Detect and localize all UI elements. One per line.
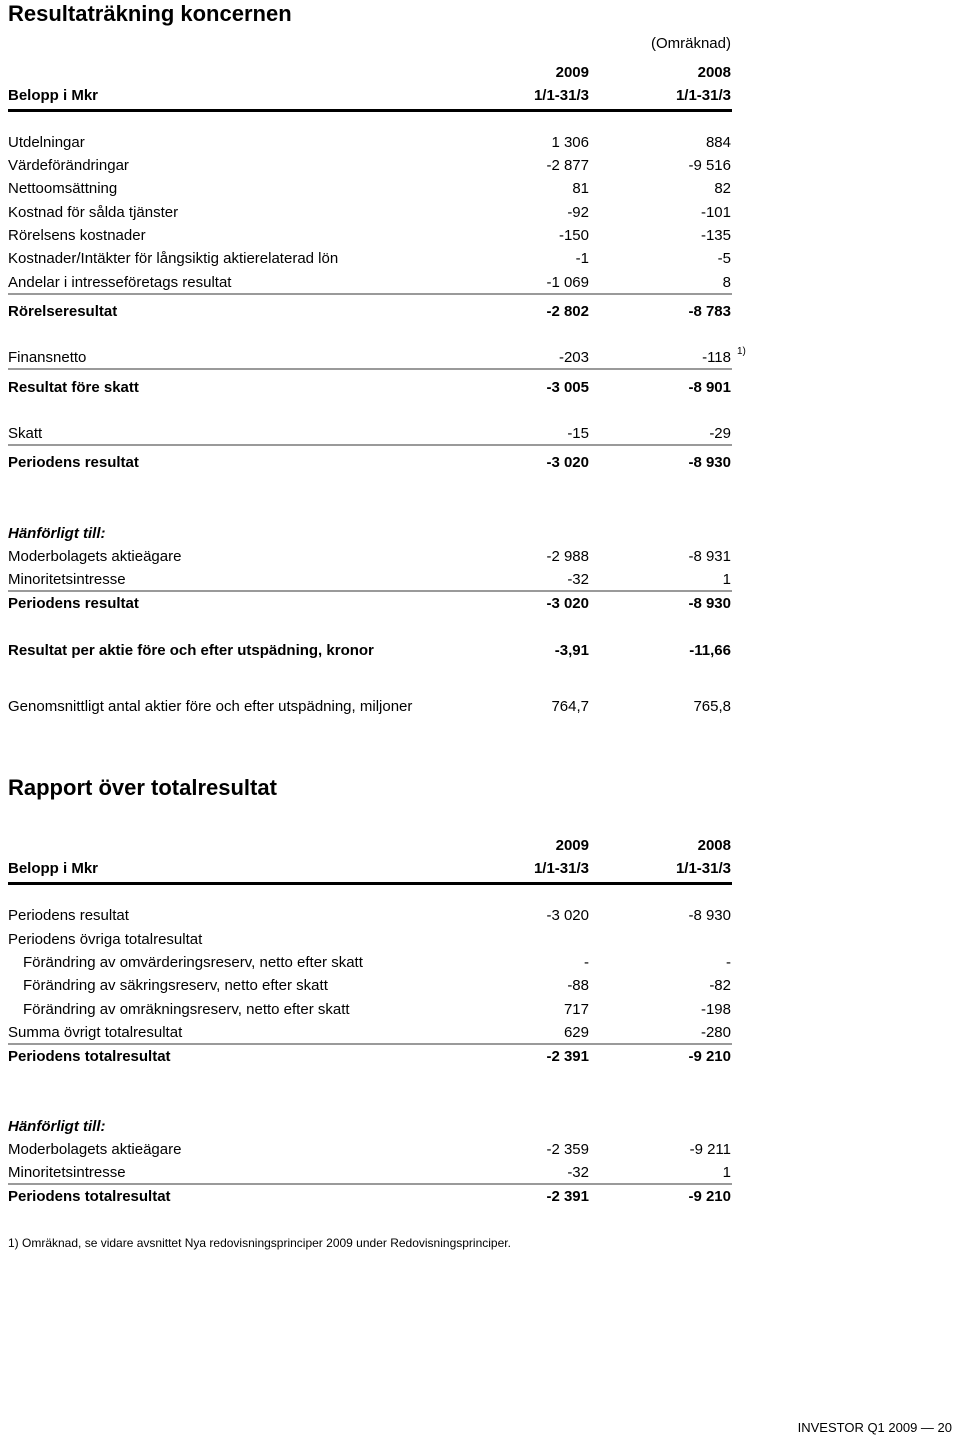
amount-unit-label: Belopp i Mkr (8, 87, 99, 104)
table-row: Finansnetto -203 -118 (0, 347, 960, 369)
table-row: Moderbolagets aktieägare -2 359 -9 211 (8, 1141, 731, 1158)
year-2008: 2008 (697, 64, 731, 81)
year-2008: 2008 (697, 837, 731, 854)
table-row: Utdelningar 1 306 884 (8, 134, 731, 151)
page-footer: INVESTOR Q1 2009 — 20 (797, 1420, 952, 1435)
comprehensive-title: Rapport över totalresultat (8, 775, 277, 800)
year-header-row (0, 62, 960, 84)
year-header-row (0, 835, 960, 857)
table-row: Nettoomsättning 81 82 (8, 180, 731, 197)
footnote: 1) Omräknad, se vidare avsnittet Nya redovisningsprinciper 2009 under Redovisningsprinciper. (8, 1236, 511, 1250)
table-row: Periodens övriga totalresultat (8, 931, 203, 948)
table-row-subtotal: Rörelseresultat -2 802 -8 783 (8, 303, 731, 320)
income-statement-title: Resultaträkning koncernen (8, 1, 292, 26)
attributable-heading: Hänförligt till: (8, 1118, 106, 1135)
shares-row: Genomsnittligt antal aktier före och efter utspädning, miljoner 764,7 765,8 (8, 698, 731, 715)
eps-row: Resultat per aktie före och efter utspädning, kronor -3,91 -11,66 (8, 642, 731, 659)
amount-unit-label: Belopp i Mkr (8, 860, 99, 877)
period-header-row (0, 85, 960, 107)
table-row: Moderbolagets aktieägare -2 988 -8 931 (8, 548, 731, 565)
table-row: Minoritetsintresse -32 1 (0, 569, 960, 591)
table-row: Summa övrigt totalresultat 629 -280 (0, 1022, 960, 1044)
period-2008: 1/1-31/3 (675, 860, 731, 877)
table-row-total: Periodens resultat -3 020 -8 930 (8, 595, 731, 612)
period-2009: 1/1-31/3 (533, 860, 589, 877)
table-row: Kostnader/Intäkter för långsiktig aktierelaterad lön -1 -5 (8, 250, 731, 267)
table-row: Värdeförändringar -2 877 -9 516 (8, 157, 731, 174)
footnote-ref: 1) (737, 346, 746, 357)
period-2009: 1/1-31/3 (533, 87, 589, 104)
table-row-total: Periodens resultat -3 020 -8 930 (8, 454, 731, 471)
table-row: Andelar i intresseföretags resultat -1 069 8 (0, 272, 960, 294)
table-row: Skatt -15 -29 (0, 423, 960, 445)
table-row: Förändring av omvärderingsreserv, netto efter skatt - - (23, 954, 731, 971)
table-row: Rörelsens kostnader -150 -135 (8, 227, 731, 244)
table-row-total: Periodens totalresultat -2 391 -9 210 (8, 1188, 731, 1205)
restated-note: (Omräknad) (650, 35, 731, 52)
table-row: Periodens resultat -3 020 -8 930 (8, 907, 731, 924)
period-header-row (0, 858, 960, 880)
table-row: Minoritetsintresse -32 1 (0, 1162, 960, 1184)
table-row-total: Periodens totalresultat -2 391 -9 210 (8, 1048, 731, 1065)
table-row-subtotal: Resultat före skatt -3 005 -8 901 (8, 379, 731, 396)
table-row: Kostnad för sålda tjänster -92 -101 (8, 204, 731, 221)
year-2009: 2009 (555, 64, 589, 81)
table-row: Förändring av omräkningsreserv, netto efter skatt 717 -198 (23, 1001, 731, 1018)
period-2008: 1/1-31/3 (675, 87, 731, 104)
attributable-heading: Hänförligt till: (8, 525, 106, 542)
year-2009: 2009 (555, 837, 589, 854)
table-row: Förändring av säkringsreserv, netto efter skatt -88 -82 (23, 977, 731, 994)
